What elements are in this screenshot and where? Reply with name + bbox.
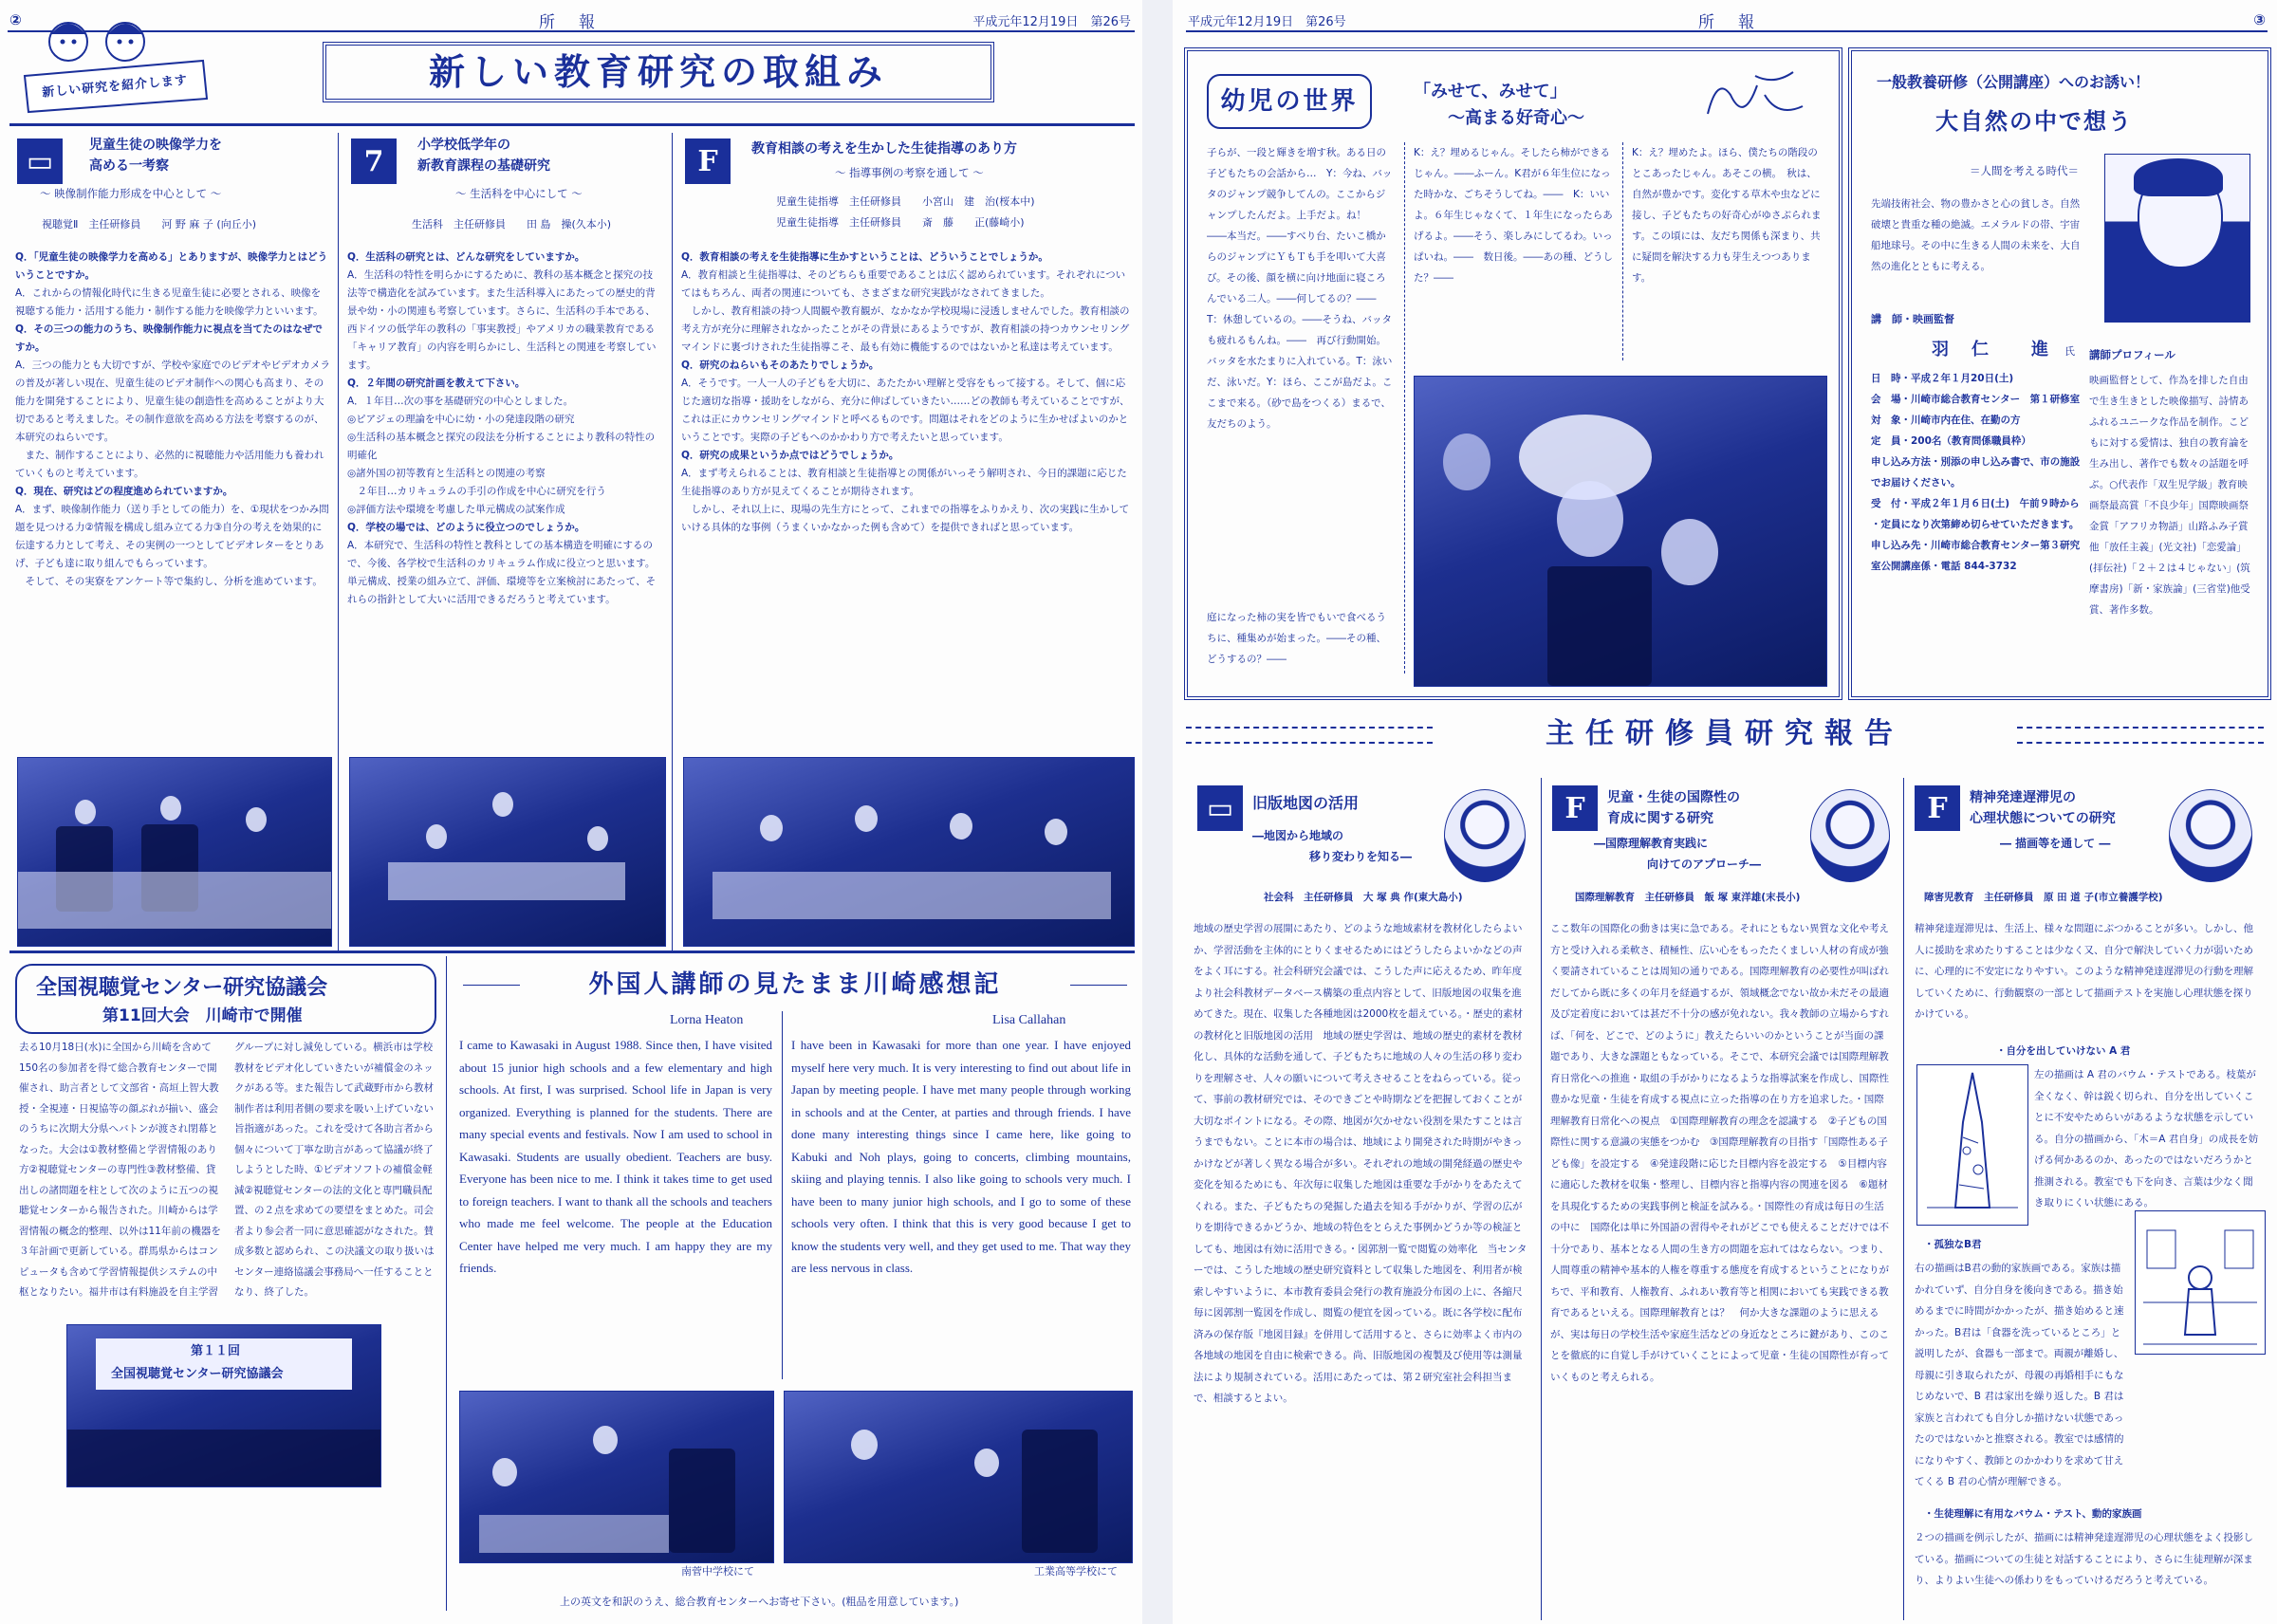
column-divider bbox=[338, 133, 339, 950]
mascot-illustration bbox=[13, 13, 213, 118]
lecture-title: 大自然の中で想う bbox=[1935, 108, 2133, 135]
main-title: 新しい教育研究の取組み bbox=[428, 51, 888, 93]
qa-line: A．まず、映像制作能力（送り手としての能力）を、①現状をつかみ問題を見つける力②情報を構成し組み立てる力③自分の考えを効果的に伝達する力として考え、その実例の一つとしてビデオレターをとりあげ、子ども達に取り組んでもらっています。 bbox=[15, 504, 329, 569]
qa-line: A．まず考えられることは、教育相談と生徒指導との関係がいっそう解明され、今日的課題に応じた生徒指導のあり方が見えてくることが期待されます。 bbox=[681, 468, 1127, 497]
report-col1-body: 地域の歴史学習の展開にあたり、どのような地域素材を教材化したらよいか、学習活動を主体的にとりくませるためにはどうしたらよいかなどの声をよく耳にする。社会科研究会議では、こうした声に応えるため、昨年度より社会科教材データベース構築の重点内容として、旧版地図の収集を進めてきた。現在、収集した各種地図は2000枚を超えている。・歴史的素材の教材化と旧版地図の活用 地域の歴史学習は、地域の歴史的素材を教材化し、具体的な活動を通して、子どもたちに地域の人々の生活の移り変わりを理解させ、人々の願いについて考えさせることをねらっている。従って、事前の教材研究では、そのできごとや時期などを把握しておくことが大切なポイントになる。その際、地図が欠かせない役割を果たすことは言うまでもない。ことに本市の場合は、地域により開発された時期がやきっかけなどが著しく異なる場合が多い。それぞれの地域の開発経過の歴史や変化を知るためにも、年次毎に収集した地図は重要な手がかりをあたえてくれる。また、子どもたちの発掘した過去を知る手がかりが、学習の広がりを期待できるかどうか、地域の特色をとらえた事例かどうか等の検証としても、地図は有効に活用できる。・図郭割一覧で閲覧の効率化 当センターでは、こうした地域の歴史研究資料として収集した地図を、利用者が検索しやすいように、本市教育委員会発行の教育施設分布図の上に、各縮尺毎に図郭割一覧図を作成し、閲覧の便宜を図っている。既に各学校に配布済みの保存版『地図目録』を併用して活用すると、さらに効率よく市内の各地域の地図を自由に検索できる。尚、旧版地図の複製及び使用等は測量法により規制されている。活用にあたっては、第２研究室社会科担当まで、相談するとよい。 bbox=[1194, 923, 1527, 1404]
child-world-bottom: 庭になった柿の実を皆でもいで食べるうちに、種集めが始まった。――その種、どうするの？―― bbox=[1207, 607, 1393, 683]
tree-drawing bbox=[1916, 1064, 2028, 1226]
qa-line: ２年目…カリキュラムの手引の作成を中心に研究を行う bbox=[347, 486, 606, 497]
photo-children-nature bbox=[1414, 376, 1827, 687]
qa-line: A．本研究で、生活科の特性と教科としての基本構造を明確にするので、今後、各学校で生活科のカリキュラム作成に役立つと思います。単元構成、授業の組み立て、評価、環境等を立案検討にあたって、それらの指針として大いに活用できるだろうと考えています。 bbox=[347, 540, 657, 605]
child-world-title-box bbox=[1207, 74, 1372, 129]
date-issue: 平成元年12月19日 第26号 bbox=[972, 14, 1131, 29]
qa-line: Q．教育相談の考えを生徒指導に生かすということは、どういうことでしょうか。 bbox=[681, 251, 1048, 263]
page-number: ② bbox=[9, 11, 22, 28]
right-page bbox=[1173, 0, 2277, 1624]
col1-subtitle: ～ 映像制作能力形成を中心として ～ bbox=[40, 187, 222, 200]
qa-line: また、制作することにより、必然的に視聴能力や活用能力も養われていくものと考えています。 bbox=[15, 450, 324, 479]
detail-line: 受 付・平成２年１月６日(土) 午前９時から bbox=[1871, 498, 2080, 509]
qa-line: Q．現在、研究はどの程度進められていますか。 bbox=[15, 486, 233, 497]
photo-classroom-1 bbox=[459, 1391, 774, 1563]
f-icon: F bbox=[1552, 785, 1598, 831]
masthead: 所 報 bbox=[1698, 12, 1758, 32]
report-col3-heading3: ・生徒理解に有用なバウム・テスト、動的家族画 bbox=[1924, 1508, 2142, 1520]
column-divider bbox=[782, 1011, 783, 1379]
qa-line: そして、その実寮をアンケート等で集約し、分析を進めています。 bbox=[15, 576, 323, 587]
photo-caption1: 南菅中学校にて bbox=[681, 1565, 754, 1578]
col1-title: 児童生徒の映像学力を 高める一考察 bbox=[89, 138, 222, 174]
children-doodle-icon bbox=[1698, 57, 1822, 133]
child-world-catch2: ～高まる好奇心～ bbox=[1448, 108, 1584, 128]
council-title-frame bbox=[15, 964, 436, 1034]
right-page-header bbox=[1186, 8, 2268, 32]
column-divider bbox=[446, 956, 447, 1611]
tv-icon: ▭ bbox=[17, 138, 63, 184]
report-col2-body: ここ数年の国際化の動きは実に急である。それにともない異質な文化や考え方と受け入れる柔軟さ、積極性、広い心をもったたくましい人材の育成が強く要請されていることは周知の通りである。国際理解教育の必要性が叫ばれだしてから既に多くの年月を経過するが、領域概念でない故か未だその最適及び定着度においては甚だ不十分の感が免れない。我々教師の立場からすれば、「何を、どこで、どのように」教えたらいいのかということが当面の課題であり、大きな課題ともなっている。そこで、本研究会議では国際理解教育日常化への推進・取組の手がかりになるような指導試案を作成し、国際性豊かな児童・生徒を育成する視点に立った指導の在り方を追求した。・国際理解教育日常化への視点 ①国際理解教育の理念を認識する ②子どもの国際性に関する意識の実態をつかむ ③国際理解教育の目指す「国際性ある子ども像」を設定する ④発達段階に応じた目標内容を設定する ⑤目標内容に適応した教材を収集・整理し、目標内容と指導内容の関連を図る ⑥題材を具現化するための実践事例と検証を試みる。・国際性の育成は毎日の生活の中に 国際化は単に外国語の習得やそれがどこでも使えることだけでは不十分であり、基本となる人間の生き方の問題を忘れてはならない。つまり、人間尊重の精神や基本的人権を尊重する態度を育成するということになりがちで、平和教育、人権教育、ふれあい教育等と相関においても実践できる教育であるといえる。国際理解教育とは？ 何か大きな課題のように思えるが、実は毎日の学校生活や家庭生活などの身近なところに鍵があり、このことを徹底的に自覚し手がけていくことによって児童・生徒の国際性が育っていくものと考えられる。 bbox=[1550, 923, 1889, 1383]
section-rule bbox=[9, 950, 1135, 953]
lecture-subtitle: ＝人間を考える時代＝ bbox=[1970, 164, 2079, 177]
qa-line: Q．「児童生徒の映像学力を高める」とありますが、映像学力とはどういうことですか。 bbox=[15, 251, 328, 281]
detail-line: 日 時・平成２年１月20日(土) bbox=[1871, 373, 2014, 384]
lecture-details bbox=[1871, 368, 2082, 691]
foreign-text1: I came to Kawasaki in August 1988. Since then, I have visited about 15 junior high schools and a few elementary and high schools. At first, I was surprised. School life in Japan is very organized. Everything is planned for the students. There are many special events and festivals. Now I am used to school in Kawasaki. Students are usually obedient. Teachers are busy. Everyone has been nice to me. I think it takes time to get used to foreign teachers. I want to thank all the schools and teachers who made me feel welcome. The people at the Education Center have helped me very much. I am happy they are my friends. bbox=[459, 1038, 772, 1275]
photo-meeting-1 bbox=[17, 757, 332, 947]
lecture-intro: 先端技術社会、物の豊かさと心の貧しさ。自然破壊と貴重な種の絶滅。エメラルドの帯、宇宙船地球号。その中に生きる人間の未来を、大自然の進化とともに考える。 bbox=[1871, 198, 2081, 272]
child-world-col2: K：え？埋めるじゃん。そしたら柿ができるじゃん。――ふーん。K君が６年生位になった時かな、ごちそうしてね。―― K：いいよ。６年生じゃなくて、１年生になったらあげるよ。――そう、楽しみにしてるわ。いっぱいね。―― 数日後。――あの種、どうした？―― bbox=[1414, 147, 1613, 284]
col3-title: 教育相談の考えを生かした生徒指導のあり方 bbox=[751, 141, 1017, 157]
mascot-banner-text: 新しい研究を紹介します bbox=[41, 73, 189, 101]
foreign-text2: I have been in Kawasaki for more than one year. I have enjoyed myself here very much. It is very interesting to find out about life in Japan by meeting people. I have met many people through working in schools and at the Center, at parties and through friends. I have done many interesting things since I came here, like going to Kabuki and Noh plays, going to concerts, climbing mountains, skiing and playing tennis. I also like going to schools very much. I have been to many junior high schools, and I go to some of these schools very often. I think that this is very good because I get to know the students very well, and they get used to me. That way they are less nervous in class. bbox=[791, 1038, 1131, 1275]
qa-line: ◎評価方法や環境を考慮した単元構成の試案作成 bbox=[347, 504, 565, 515]
council-photo-banner1: 第１１回 bbox=[191, 1344, 241, 1358]
qa-line: Q．研究の成果というか点ではどうでしょうか。 bbox=[681, 450, 899, 461]
qa-line: A．そうです。一人一人の子どもを大切に、あたたかい理解と受容をもって接する。そして、個に応じた適切な指導・援助をしながら、充分に伸ばしていきたい……どの教師も考えていることですが、これは正にカウンセリングマインドと呼べるものです。問題はそれをどのように生かせばよいのかということです。実際の子どもへのかかわり方で考えたいと思っています。 bbox=[681, 378, 1130, 443]
seven-icon: 7 bbox=[351, 138, 397, 184]
photo-classroom-2 bbox=[784, 1391, 1133, 1563]
family-drawing bbox=[2135, 1210, 2266, 1355]
f-icon: F bbox=[685, 138, 731, 184]
column-divider bbox=[1404, 142, 1405, 674]
report-col1-subtitle2: 移り変わりを知る― bbox=[1309, 850, 1413, 863]
foreign-title-frame bbox=[463, 964, 1127, 1006]
qa-line: Q．その三つの能力のうち、映像制作能力に視点を当てたのはなぜですか。 bbox=[15, 323, 323, 353]
detail-line: ・定員になり次第締め切らせていただきます。 bbox=[1871, 519, 2080, 530]
main-title-frame bbox=[323, 42, 994, 102]
child-world-col3: K：え？埋めたよ。ほら、僕たちの階段のとこあったじゃん。あそこの横。 秋は、自然が豊かです。変化する草木や虫などに接し、子どもたちの好奇心がゆさぶられます。この頃には、友だち関係も深まり、共に疑問を解決する力も芽生えつつあります。 bbox=[1632, 147, 1822, 284]
qa-line: ◎諸外国の初等教育と生活科との関連の考察 bbox=[347, 468, 546, 479]
report-col3-body2: 左の描画は A 君のバウム・テストである。枝葉が全くなく、幹は鋭く切られ、自分を出していくことに不安やためらいがあるような状態を示している。自分の描画から、「木＝A 君自身」の成長を妨げる何かあるのか、あったのではないだろうかと推測される。教室でも下を向き、言葉は少なく聞き取りにくい状態にある。 bbox=[2034, 1069, 2259, 1209]
qa-line: しかし、教育相談の持つ人間観や教育観が、なかなか学校現場に浸透しませんでした。教育相談の考え方が充分に理解されなかったことがその背景にあるようですが、教育相談の持つカウンセリングマインドに裏づけされた生徒指導こそ、最も有効に機能するのではないかと私達は考えています。 bbox=[681, 305, 1130, 353]
lecturer-label: 講 師・映画監督 bbox=[1871, 313, 1954, 325]
col3-subtitle: ～ 指導事例の考察を通して ～ bbox=[835, 166, 984, 179]
column-divider bbox=[1541, 778, 1542, 1620]
page-number: ③ bbox=[2253, 11, 2266, 28]
col2-subtitle: ～ 生活科を中心にして ～ bbox=[455, 187, 583, 200]
title-rule bbox=[9, 123, 1135, 126]
profile-body: 映画監督として、作為を排した自由で生き生きとした映像描写、詩情あふれるユニークな作品を制作。こどもに対する愛情は、独自の教育論を生み出し、著作でも数々の話題を呼ぶ。○代表作「双生児学級」教育映画祭最高賞「不良少年」国際映画祭金賞「アフリカ物語」山路ふみ子賞他「放任主義」(光文社)「恋愛論」(拝伝社)「２＋２は４じゃない」(筑摩書房)「新・家族論」(三省堂)他受賞、著作多数。 bbox=[2089, 375, 2250, 616]
council-title2: 第11回大会 川崎市で開催 bbox=[102, 1006, 303, 1025]
qa-line: Q．学校の場では、どのように役立つのでしょうか。 bbox=[347, 522, 585, 533]
tree-drawing-icon bbox=[1917, 1065, 2027, 1225]
author-portrait bbox=[1810, 789, 1890, 882]
report-col2-subtitle1: ―国際理解教育実践に bbox=[1594, 837, 1709, 850]
report-col3-body3: 右の描画はB君の動的家族画である。家族は描かれていず、自分自身を後向きである。描き始めるまでに時間がかかったが、描き始めると速かった。B君は「食器を洗っているところ」と説明したが、食器も一部まで。両親が離婚し、母親に引き取られたが、母親の再婚相手にもなじめないで、B 君は家出を繰り返した。B 君は家族と言われても自分しか描けない状態であったのではないかと推察される。教室では感情的になりやすく、教師とのかかわりを求めて甘えてくる B 君の心情が理解できる。 bbox=[1915, 1263, 2124, 1487]
report-col1-subtitle1: ―地図から地域の bbox=[1252, 829, 1344, 842]
lecturer-portrait bbox=[2104, 154, 2250, 323]
page-gutter bbox=[1142, 0, 1173, 1624]
family-drawing-icon bbox=[2136, 1211, 2265, 1354]
detail-line: 定 員・200名（教育問係職員枠） bbox=[1871, 435, 2031, 447]
qa-line: A．１年目…次の事を基礎研究の中心としました。 bbox=[347, 396, 574, 407]
masthead: 所 報 bbox=[539, 12, 599, 32]
lecture-header: 一般教養研修（公開講座）へのお誘い！ bbox=[1877, 73, 2151, 91]
qa-line: A．教育相談と生徒指導は、そのどちらも重要であることは広く認められています。それぞれについてはもちろん、両者の関連についても、さまざまな研究実践がなされてきました。 bbox=[681, 269, 1126, 299]
lecturer-honorific: 氏 bbox=[2064, 345, 2075, 358]
report-col2-author: 国際理解教育 主任研修員 飯 塚 東洋雄(末長小) bbox=[1575, 892, 1801, 903]
author-portrait bbox=[1444, 789, 1526, 882]
report-col3-heading1: ・自分を出していけない A 君 bbox=[1996, 1045, 2131, 1057]
qa-line: A．生活科の特性を明らかにするために、教科の基本概念と探究の技法等で構造化を試みています。また生活科導入にあたっての歴史的背景や幼・小の関連も考察しています。さらに、生活科の手本である、西ドイツの低学年の教科の「事実教授」やアメリカの職業教育である「キャリア教育」の内容を明らかにし、生活科との関連を考察しています。 bbox=[347, 269, 657, 371]
detail-line: 会 場・川崎市総合教育センター 第１研修室 bbox=[1871, 394, 2081, 405]
detail-line: 申し込み方法・別添の申し込み書で、市の施設でお届けください。 bbox=[1871, 456, 2081, 489]
report-title: 主任研修員研究報告 bbox=[1546, 717, 1904, 750]
report-col3-body4: ２つの描画を例示したが、描画には精神発達遅滞児の心理状態をよく投影している。描画についての生徒と対話することにより、さらに生徒理解が深まり、よりよい生徒への係わりをもっていけるだろうと考えている。 bbox=[1915, 1532, 2253, 1586]
qa-line: ◎生活科の基本概念と探究の段法を分析することにより教科の特性の明確化 bbox=[347, 432, 656, 461]
report-col3-heading2: ・孤独なB君 bbox=[1924, 1239, 1982, 1250]
col3-author1: 児童生徒指導 主任研修員 小宮山 建 治(桜本中) bbox=[776, 195, 1035, 208]
column-divider bbox=[672, 133, 673, 950]
qa-line: Q．研究のねらいもそのあたりでしょうか。 bbox=[681, 360, 879, 371]
detail-line: 申し込み先・川崎市総合教育センター第３研究室公開講座係・電話 844-3732 bbox=[1871, 540, 2081, 572]
report-col3-subtitle: ― 描画等を通して ― bbox=[2000, 837, 2111, 850]
detail-line: 対 象・川崎市内在住、在勤の方 bbox=[1871, 415, 2021, 426]
report-col3-title: 精神発達遅滞児の 心理状態についての研究 bbox=[1970, 790, 2116, 826]
qa-line: Q．２年間の研究計画を教えて下さい。 bbox=[347, 378, 526, 389]
child-world-catch1: 「みせて、みせて」 bbox=[1414, 82, 1567, 102]
tv-icon: ▭ bbox=[1197, 785, 1243, 831]
photo-caption2: 工業高等学校にて bbox=[1034, 1565, 1118, 1578]
council-body: 去る10月18日(水)に全国から川崎を含めて150名の参加者を得て総合教育センターで開催され、助言者として文部省・高垣上智大教授・全視連・日視協等の顔ぶれが揃い、盛会のうちに次期大分県へバトンが渡され閉幕となった。大会は①教材整備と学習情報のあり方②視聴覚センターの専門性③教材整備、貸出しの諸問題を柱として次のように五つの視聴覚センターから報告された。川崎からは学習情報の概念的整理、以外は11年前の機器を３年計画で更新している。群馬県からはコンピュータも含めて学習情報提供システムの中枢となりたい。福井市は有料施設を自主学習グループに対し減免している。横浜市は学校教材をビデオ化していきたいが補償金のネックがある等。また報告して武蔵野市から教材制作者は利用者側の要求を吸い上げていない旨指適があった。これを受けて各助言者から個々について丁寧な助言があって協議が終了しようとした時、①ビデオソフトの補償金軽減②視聴覚センターの法的文化と専門職員配置、の２点を求めての要望をまとめた。司会者より参会者一同に意思確認がなされた。賛成多数と認められ、この決議文の取り扱いはセンター連絡協議会事務局へ一任することとなり、終了した。 bbox=[19, 1042, 435, 1298]
report-col2-title: 児童・生徒の国際性の 育成に関する研究 bbox=[1607, 790, 1740, 826]
qa-line: ◎ピアジェの理論を中心に幼・小の発達段階の研究 bbox=[347, 414, 575, 425]
foreign-title: 外国人講師の見たまま川崎感想記 bbox=[588, 970, 1002, 999]
council-photo-banner2: 全国視聴覚センター研究協議会 bbox=[111, 1367, 284, 1381]
author-portrait bbox=[2169, 789, 2252, 882]
photo-meeting-2 bbox=[349, 757, 666, 947]
report-col3-body1: 精神発達遅滞児は、生活上、様々な問題にぶつかることが多い。しかし、他人に援助を求めたりすることは少なく又、自分で解決していく力が弱いために、心理的に不安定になりやすい。このような精神発達遅滞児の行動を理解していくために、行動観察の一部として描画テストを実施し心理状態を探りかけている。 bbox=[1915, 923, 2253, 1020]
col1-body bbox=[15, 249, 330, 747]
column-divider bbox=[1622, 142, 1623, 360]
report-col1-title: 旧版地図の活用 bbox=[1252, 794, 1360, 812]
lecturer-name: 羽 仁 進 bbox=[1932, 340, 2051, 360]
profile-title: 講師プロフィール bbox=[2089, 348, 2175, 361]
f-icon: F bbox=[1915, 785, 1960, 831]
child-world-title: 幼児の世界 bbox=[1220, 87, 1359, 116]
col3-body bbox=[681, 249, 1133, 747]
column-divider bbox=[1903, 778, 1904, 1620]
qa-line: Q．生活科の研究とは、どんな研究をしていますか。 bbox=[347, 251, 585, 263]
report-col3-author: 障害児教育 主任研修員 原 田 道 子(市立養護学校) bbox=[1924, 892, 2163, 903]
foreign-footer-note: 上の英文を和訳のうえ、総合教育センターへお寄せ下さい。(粗品を用意しています。) bbox=[560, 1596, 959, 1608]
photo-meeting-3 bbox=[683, 757, 1135, 947]
council-title1: 全国視聴覚センター研究協議会 bbox=[36, 976, 328, 1000]
date-issue: 平成元年12月19日 第26号 bbox=[1188, 14, 1346, 29]
mascot-children-icon bbox=[13, 13, 213, 118]
report-col1-author: 社会科 主任研修員 大 塚 典 作(東大島小) bbox=[1264, 892, 1463, 903]
report-title-frame bbox=[1186, 713, 2264, 761]
qa-line: A．これからの情報化時代に生きる児童生徒に必要とされる、映像を視聴する能力・活用する能力・制作する能力を映像学力といいます。 bbox=[15, 287, 324, 317]
photo-council-stage bbox=[66, 1324, 381, 1487]
col3-author2: 児童生徒指導 主任研修員 斎 藤 正(藤崎小) bbox=[776, 216, 1025, 229]
foreign-author1: Lorna Heaton bbox=[670, 1013, 744, 1027]
qa-line: A．三つの能力とも大切ですが、学校や家庭でのビデオやビデオカメラの普及が著しい現在、児童生徒のビデオ制作への関心も高まり、その能力を開発することにより、児童生徒の創造性を高めることがより大切であると考えました。その制作意欲を高める方法を考察するのが、本研究のねらいです。 bbox=[15, 360, 330, 443]
col2-author: 生活科 主任研修員 田 島 操(久本小) bbox=[412, 218, 612, 231]
col1-author: 視聴覚Ⅱ 主任研修員 河 野 麻 子 (向丘小) bbox=[42, 218, 256, 231]
col2-body bbox=[347, 249, 660, 747]
foreign-author2: Lisa Callahan bbox=[992, 1013, 1066, 1027]
report-col2-subtitle2: 向けてのアプローチ― bbox=[1647, 858, 1762, 871]
col2-title: 小学校低学年の 新教育課程の基礎研究 bbox=[417, 138, 550, 174]
child-world-col1: 子らが、一段と輝きを増す秋。ある日の子どもたちの会話から… Y：今ね、バッタのジャンプ競争してんの。ここからジャンプしたんだよ。上手だよ。ね！ ――本当だ。――すべり台、たいこ橋からのジャンプにＹもＴも手を叩いて大喜び。その後、顔を横に向け地面に寝ころんでいる二人。――何してるの？―― T：休憩しているの。――そうね、バッタも疲れるもんね。―― 再び行動開始。バッタを水たまりに入れている。T：泳いだ、泳いだ。Y：ほら、ここが島だよ。ここまで来る。（砂で島をつくる）まるで、友だちのよう。 bbox=[1207, 147, 1393, 430]
qa-line: しかし、それ以上に、現場の先生方にとって、これまでの指導をふりかえり、次の実践に生かしていける具体的な事例（うまくいかなかった例も含めて）を提供できればと思っています。 bbox=[681, 504, 1130, 533]
